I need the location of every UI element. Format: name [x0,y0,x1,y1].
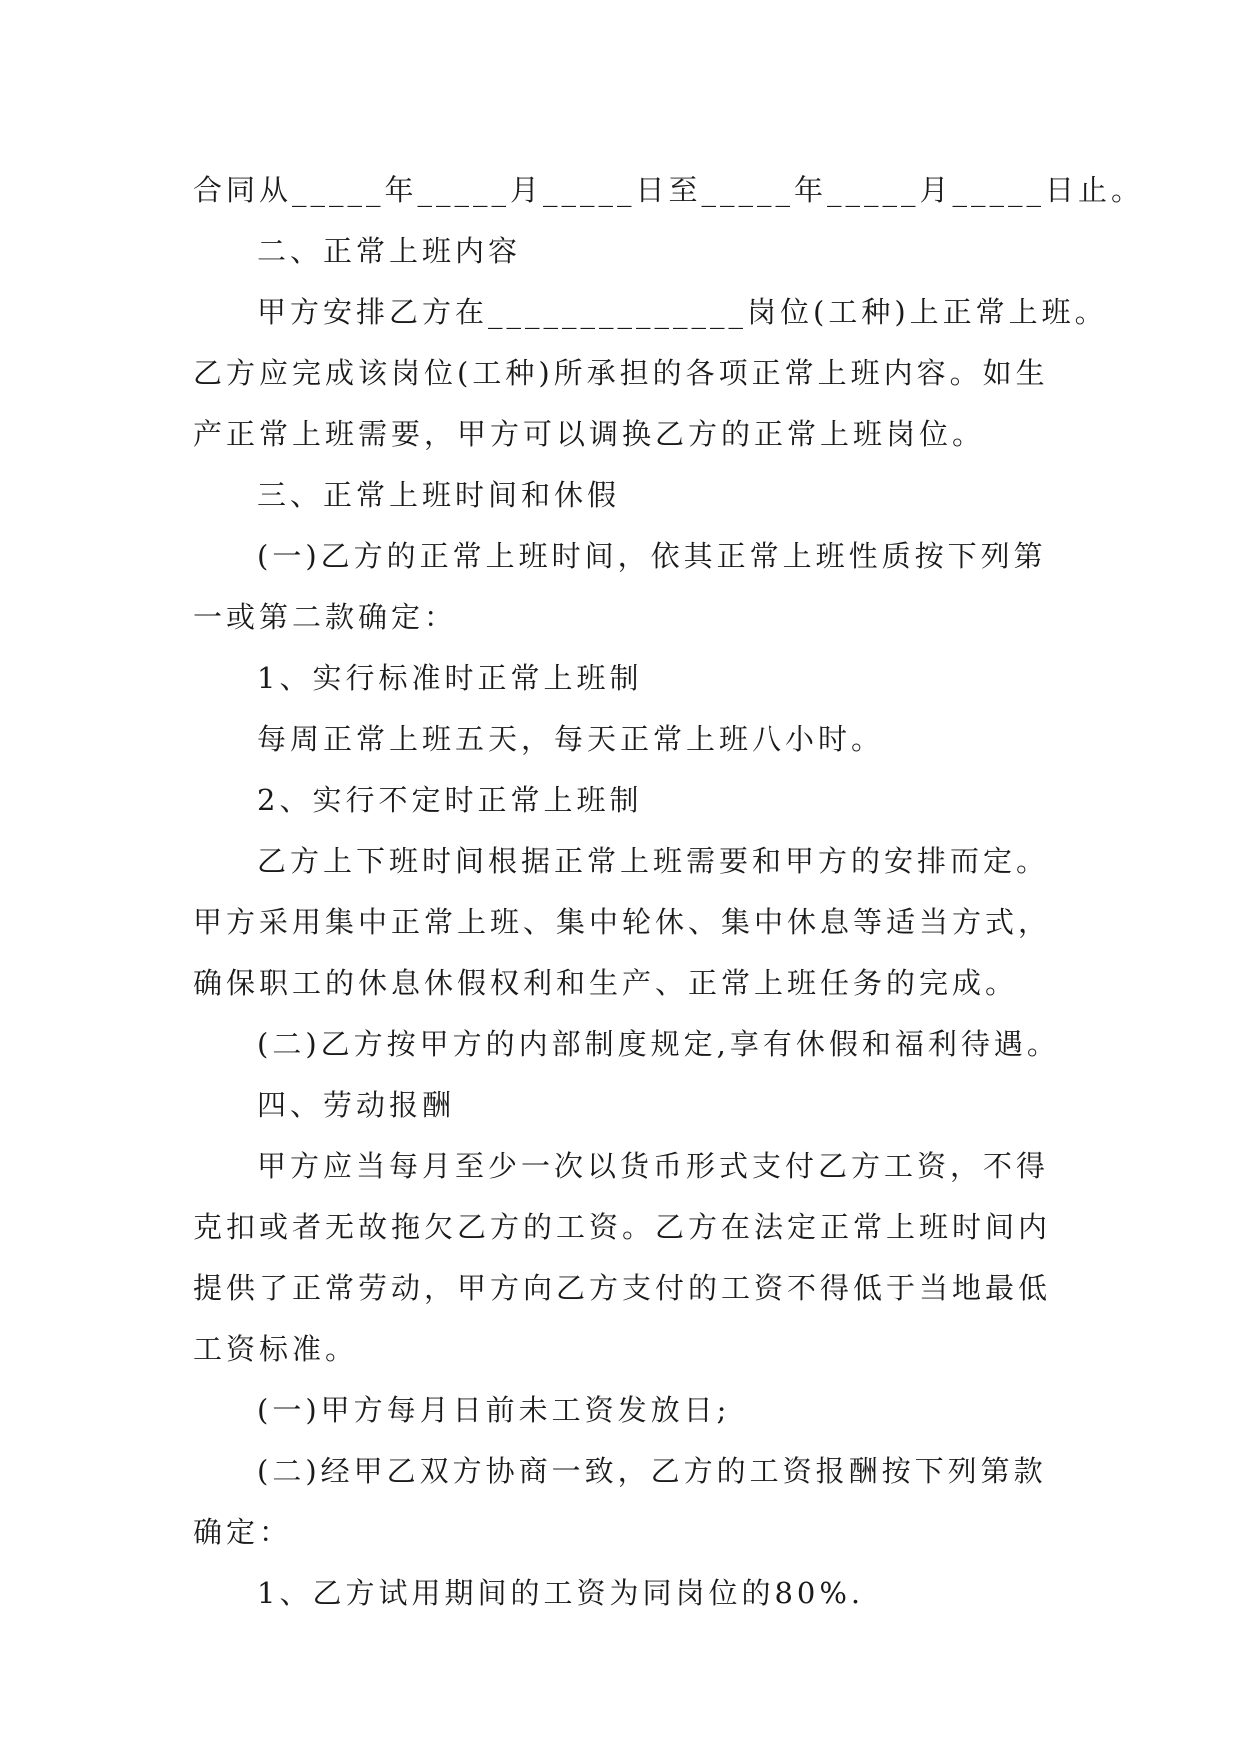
text-line: (二)经甲乙双方协商一致，乙方的工资报酬按下列第款 [257,1454,1047,1488]
text-line: (一)甲方每月日前未工资发放日; [257,1393,731,1427]
text-line: 每周正常上班五天，每天正常上班八小时。 [257,722,885,756]
list-item-heading: 1、乙方试用期间的工资为同岗位的80%. [257,1576,865,1610]
list-item-heading: 1、实行标准时正常上班制 [257,661,643,695]
text-line: (一)乙方的正常上班时间，依其正常上班性质按下列第 [257,539,1047,573]
text-line: 提供了正常劳动，甲方向乙方支付的工资不得低于当地最低 [193,1271,1052,1305]
text-line: 产正常上班需要，甲方可以调换乙方的正常上班岗位。 [193,417,986,451]
section-heading-remuneration: 四、劳动报酬 [257,1088,456,1122]
text-line: 确保职工的休息休假权利和生产、正常上班任务的完成。 [193,966,1019,1000]
list-item-heading: 2、实行不定时正常上班制 [257,783,643,817]
section-heading-work-content: 二、正常上班内容 [257,234,522,268]
text-line: 甲方应当每月至少一次以货币形式支付乙方工资，不得 [257,1149,1050,1183]
text-line: 克扣或者无故拖欠乙方的工资。乙方在法定正常上班时间内 [193,1210,1052,1244]
document-body [193,160,1145,1624]
text-line: 一或第二款确定： [193,600,458,634]
text-line: 甲方安排乙方在______________岗位(工种)上正常上班。 [257,295,1108,329]
text-line: 确定： [193,1515,293,1549]
text-line: 合同从_____年_____月_____日至_____年_____月_____日止。 [193,173,1145,207]
section-heading-work-hours: 三、正常上班时间和休假 [257,478,621,512]
text-line: (二)乙方按甲方的内部制度规定,享有休假和福利待遇。 [257,1027,1060,1061]
text-line: 工资标准。 [193,1332,359,1366]
text-line: 乙方上下班时间根据正常上班需要和甲方的安排而定。 [257,844,1050,878]
text-line: 甲方采用集中正常上班、集中轮休、集中休息等适当方式， [193,905,1052,939]
text-line: 乙方应完成该岗位(工种)所承担的各项正常上班内容。如生 [193,356,1049,390]
